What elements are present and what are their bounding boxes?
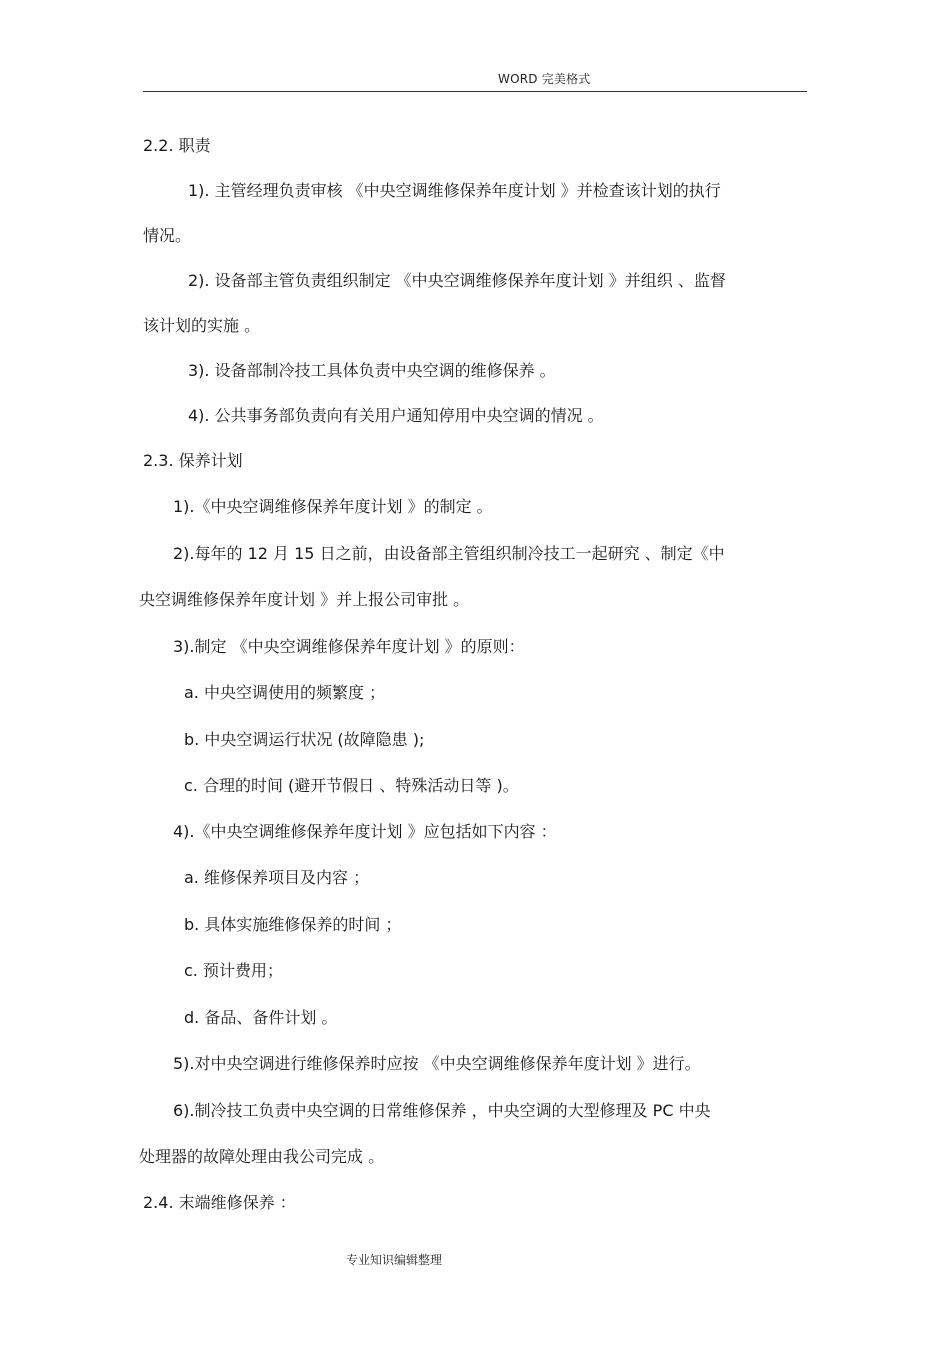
header-divider: [143, 91, 807, 92]
paragraph-line: 6).制冷技工负责中央空调的日常维修保养 ，中央空调的大型修理及 PC 中央: [173, 1101, 711, 1120]
paragraph-line: 2). 设备部主管负责组织制定 《中央空调维修保养年度计划 》并组织 、监督: [188, 271, 726, 290]
list-item: c. 预计费用；: [184, 961, 283, 980]
paragraph-line: 4).《中央空调维修保养年度计划 》应包括如下内容 ：: [173, 822, 557, 841]
header-text: WORD 完美格式: [498, 72, 591, 86]
list-item: c. 合理的时间 (避开节假日 、特殊活动日等 )。: [184, 776, 519, 795]
list-item: a. 维修保养项目及内容 ；: [184, 868, 370, 887]
section-heading-2-3: 2.3. 保养计划: [143, 451, 243, 470]
section-heading-2-2: 2.2. 职责: [143, 136, 211, 155]
paragraph-line: 央空调维修保养年度计划 》并上报公司审批 。: [139, 590, 470, 609]
list-item: b. 具体实施维修保养的时间 ；: [184, 915, 402, 934]
section-heading-2-4: 2.4. 末端维修保养 ：: [143, 1193, 296, 1212]
list-item: b. 中央空调运行状况 (故障隐患 );: [184, 730, 425, 749]
paragraph-line: 该计划的实施 。: [143, 316, 261, 335]
paragraph-line: 3).制定 《中央空调维修保养年度计划 》的原则：: [173, 637, 525, 656]
paragraph-line: 情况。: [143, 226, 192, 245]
paragraph-line: 处理器的故障处理由我公司完成 。: [139, 1147, 385, 1166]
paragraph-line: 3). 设备部制冷技工具体负责中央空调的维修保养 。: [188, 361, 556, 380]
list-item: a. 中央空调使用的频繁度 ；: [184, 683, 386, 702]
list-item: d. 备品、备件计划 。: [184, 1008, 338, 1027]
paragraph-line: 1). 主管经理负责审核 《中央空调维修保养年度计划 》并检查该计划的执行: [188, 181, 721, 200]
page-footer: 专业知识编辑整理: [346, 1253, 443, 1267]
paragraph-line: 4). 公共事务部负责向有关用户通知停用中央空调的情况 。: [188, 406, 604, 425]
paragraph-line: 1).《中央空调维修保养年度计划 》的制定 。: [173, 497, 493, 516]
paragraph-line: 5).对中央空调进行维修保养时应按 《中央空调维修保养年度计划 》进行。: [173, 1054, 701, 1073]
paragraph-line: 2).每年的 12 月 15 日之前，由设备部主管组织制冷技工一起研究 、制定《中: [173, 544, 725, 563]
